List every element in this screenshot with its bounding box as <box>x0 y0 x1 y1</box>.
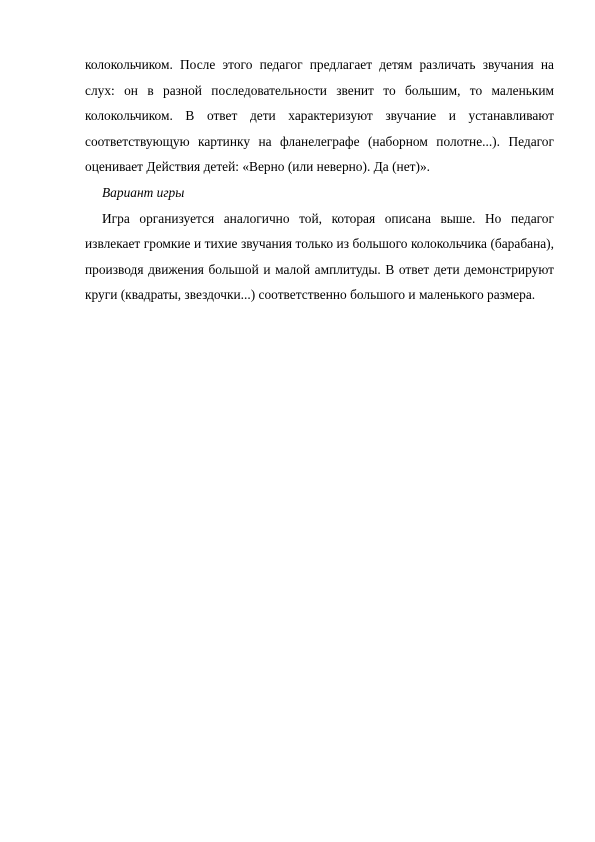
document-body <box>85 52 554 308</box>
variant-paragraph: Игра организуется аналогично той, которая описана выше. Но педагог извлекает громкие и тихие звучания только из большого колокольчика (барабана), производя движения большой и малой амплитуды. В ответ дети демонстрируют круги (квадраты, звездочки...) соответственно большого и маленького размера. <box>85 210 554 303</box>
continued-paragraph: колокольчиком. После этого педагог предлагает детям различать звучания на слух: он в разной последовательности звенит то большим, то маленьким колокольчиком. В ответ дети характеризуют звучание и устанавливают соответствующую картинку на фланелеграфе (наборном полотне...). Педагог оценивает Действия детей: «Верно (или неверно). Да (нет)». <box>85 57 554 175</box>
variant-heading: Вариант игры <box>102 184 185 200</box>
